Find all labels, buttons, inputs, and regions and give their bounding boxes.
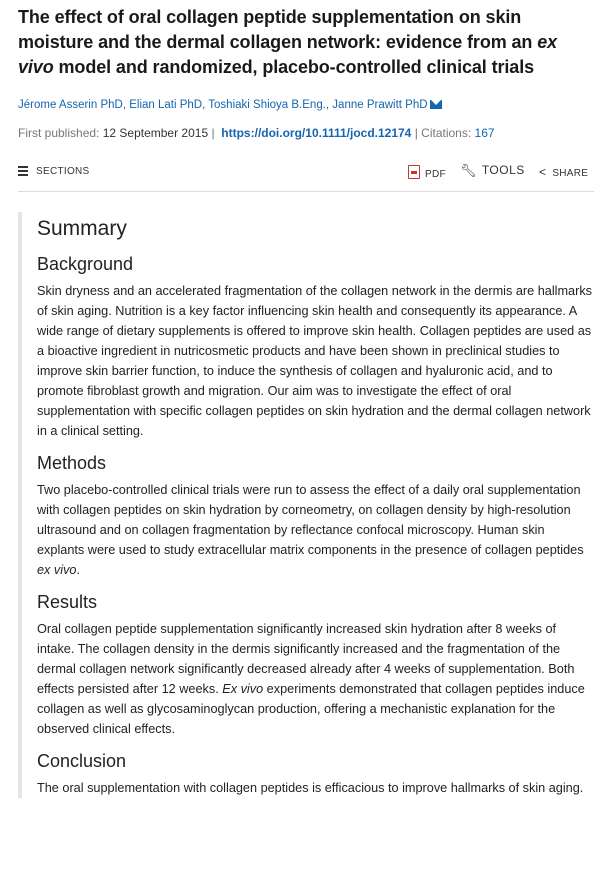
results-heading: Results [37,592,98,612]
tools-label: TOOLS [481,163,525,177]
pdf-icon [408,165,420,179]
email-icon[interactable] [430,100,442,109]
sections-button[interactable] [18,165,90,179]
author-separator: , [122,99,130,111]
first-published-date: 12 September 2015 [102,126,209,140]
methods-text-end: . [76,563,81,577]
doi-link[interactable]: https://doi.org/10.1111/jocd.12174 [221,126,412,140]
title-text: The effect of oral collagen peptide supplementation on skin moisture and the dermal collagen network: evidence from an [18,7,538,52]
author-link[interactable]: Toshiaki Shioya B.Eng. [208,99,326,111]
methods-italic-text: ex vivo [37,563,77,577]
results-italic-text: Ex vivo [222,682,264,696]
info-separator: | [211,126,215,140]
article-title [18,5,594,80]
wrench-icon: 🔧︎ [460,163,477,178]
sections-label: SECTIONS [36,166,90,177]
title-italic-text: ex vivo [18,32,558,77]
background-heading: Background [37,254,134,274]
abstract-section [18,212,593,798]
results-text-end: experiments demonstrated that collagen peptides induce collagen as well as glycosaminoglycan production, offering a mechanistic explanation for the observed clinical effects. [37,682,585,736]
author-link[interactable]: Janne Prawitt PhD [332,99,428,111]
conclusion-paragraph: The oral supplementation with collagen peptides is efficacious to improve hallmarks of skin aging. [37,781,584,795]
methods-heading: Methods [37,453,107,473]
list-icon [18,166,28,175]
methods-text: Two placebo-controlled clinical trials were run to assess the effect of a daily oral supplementation with collagen peptides on skin hydration by corneometry, on collagen density by high-resolution ultrasound and on collagen fragmentation by reflectance confocal microscopy. Human skin explants were used to study extracellular matrix components in the presence of collagen peptides [37,483,584,557]
author-separator: , [325,99,333,111]
article-page [0,5,594,798]
first-published-label: First published: [18,126,100,140]
methods-paragraph [37,480,593,580]
author-list [18,97,594,113]
citations-label: Citations: [421,126,472,140]
share-label: SHARE [552,168,589,179]
tools-button[interactable] [460,163,525,179]
background-paragraph: Skin dryness and an accelerated fragmentation of the collagen network in the dermis are hallmarks of skin aging. Nutrition is a key factor influencing skin health and consequently its appearance. A wide range of dietary supplements is offered to improve skin health. Collagen peptides are used as a bioactive ingredient in nutricosmetic products and have been shown in preclinical studies to improve skin barrier function, to induce the synthesis of collagen and hyaluronic acid, and to promote fibroblast growth and migration. Our aim was to investigate the effect of oral supplementation with specific collagen peptides on skin hydration and the dermal collagen network in a clinical setting. [37,284,593,438]
author-link[interactable]: Elian Lati PhD [129,99,203,111]
share-button[interactable] [539,165,588,181]
pdf-label: PDF [425,169,446,180]
info-separator: | [414,126,418,140]
citations-count-link[interactable]: 167 [474,126,495,140]
share-icon: < [539,165,547,179]
results-text: Oral collagen peptide supplementation significantly increased skin hydration after 8 weeks of intake. The collagen density in the dermis significantly increased and the fragmentation of the dermal collagen network significantly decreased already after 4 weeks of supplementation. Both effects persisted after 12 weeks. [37,622,575,696]
pdf-button[interactable] [408,165,446,182]
author-link[interactable]: Jérome Asserin PhD [18,99,123,111]
title-text-end: model and randomized, placebo-controlled clinical trials [53,57,535,77]
article-toolbar [18,165,594,192]
conclusion-heading: Conclusion [37,751,127,771]
results-paragraph [37,619,593,739]
publication-info [18,125,594,141]
author-separator: , [202,99,209,111]
summary-heading: Summary [37,217,127,240]
